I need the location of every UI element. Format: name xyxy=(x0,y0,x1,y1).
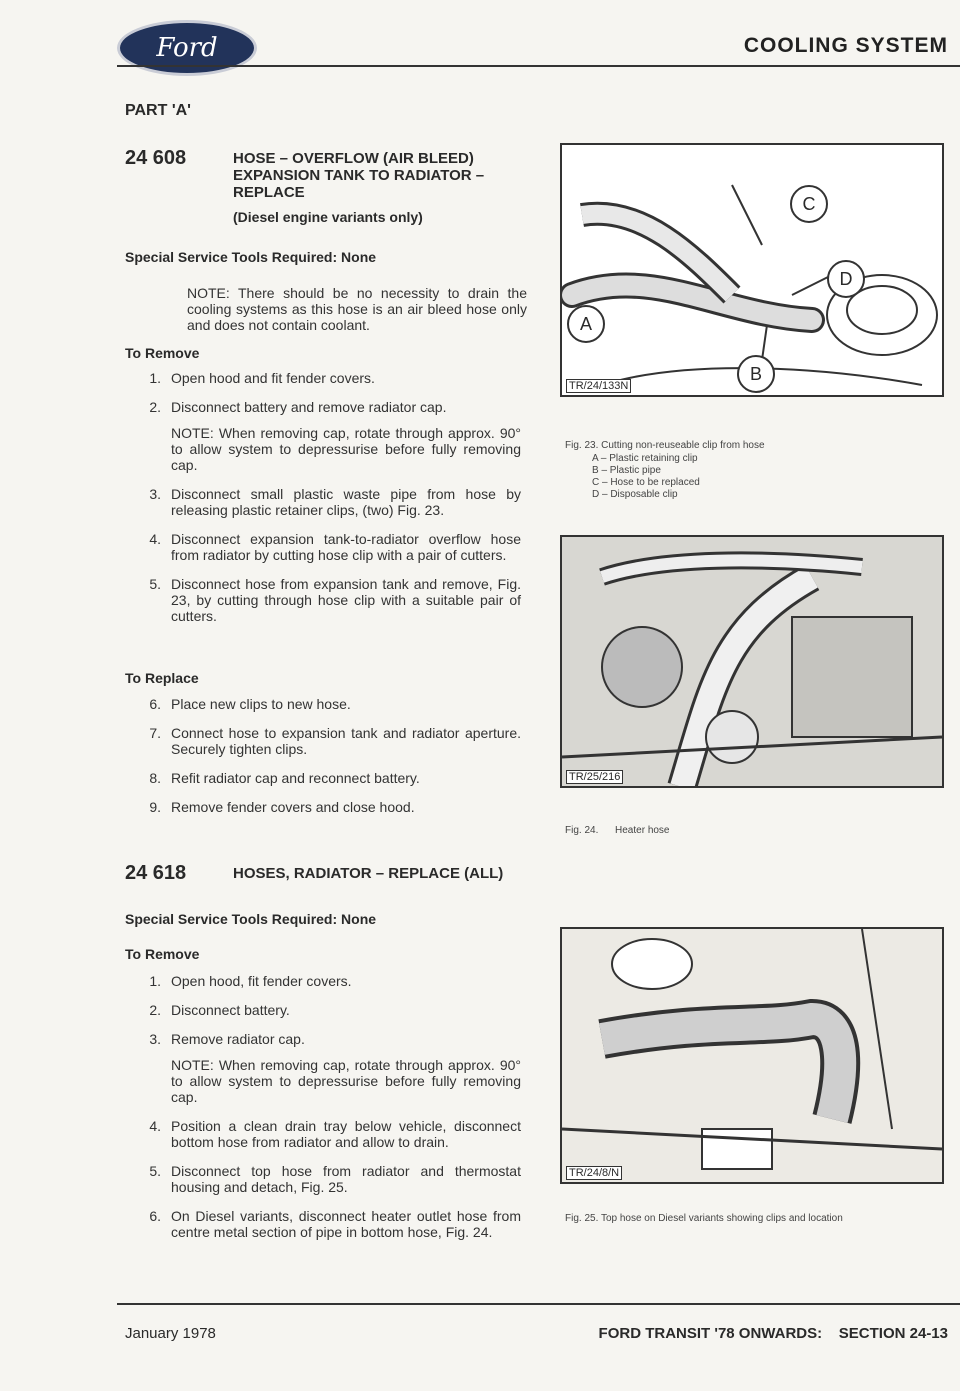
section2-tools: Special Service Tools Required: None xyxy=(125,911,377,927)
section1-replace-heading: To Replace xyxy=(125,670,199,686)
header-rule xyxy=(117,65,960,67)
step: 8. Refit radiator cap and reconnect battery. xyxy=(149,770,420,786)
section1-subtitle: (Diesel engine variants only) xyxy=(233,209,423,225)
section2-number: 24 618 xyxy=(125,862,187,884)
step: 5. Disconnect top hose from radiator and thermostat housing and detach, Fig. 25. xyxy=(149,1163,521,1195)
step: 1. Open hood and fit fender covers. xyxy=(149,370,375,386)
section1-replace-steps xyxy=(135,696,521,828)
section1-title: HOSE – OVERFLOW (AIR BLEED) EXPANSION TANK TO RADIATOR – REPLACE xyxy=(233,150,485,201)
top-hose-illustration xyxy=(562,929,942,1182)
step: 9. Remove fender covers and close hood. xyxy=(149,799,415,815)
figure-23-ref: TR/24/133N xyxy=(566,379,631,393)
figure-23-legend: A – Plastic retaining clip B – Plastic pipe C – Hose to be replaced D – Disposable clip xyxy=(592,453,700,500)
section1-tools: Special Service Tools Required: None xyxy=(125,249,377,265)
section1-note: NOTE: There should be no necessity to drain the cooling systems as this hose is an air bleed hose only and does not contain coolant. xyxy=(187,285,527,333)
callout-d: D xyxy=(827,260,865,298)
step: 2. Disconnect battery. xyxy=(149,1002,290,1018)
section2-steps xyxy=(135,973,521,1253)
ford-logo: Ford xyxy=(117,20,257,76)
step: 5. Disconnect hose from expansion tank and remove, Fig. 23, by cutting through hose clip with a suitable pair of cutters. xyxy=(149,576,521,624)
callout-b: B xyxy=(737,355,775,393)
figure-23-caption: Fig. 23. Cutting non-reuseable clip from hose xyxy=(565,440,765,451)
step: 4. Position a clean drain tray below vehicle, disconnect bottom hose from radiator and allow to drain. xyxy=(149,1118,521,1150)
step: 1. Open hood, fit fender covers. xyxy=(149,973,352,989)
section1-remove-heading: To Remove xyxy=(125,345,200,361)
figure-25 xyxy=(560,927,944,1184)
footer-rule xyxy=(117,1303,960,1305)
step: 6. On Diesel variants, disconnect heater outlet hose from centre metal section of pipe in bottom hose, Fig. 24. xyxy=(149,1208,521,1240)
step: 3. Disconnect small plastic waste pipe from hose by releasing plastic retainer clips, (two) Fig. 23. xyxy=(149,486,521,518)
callout-c: C xyxy=(790,185,828,223)
part-label: PART 'A' xyxy=(125,102,191,119)
figure-24 xyxy=(560,535,944,788)
step: 2. Disconnect battery and remove radiator cap. NOTE: When removing cap, rotate through approx. 90° to allow system to depressurise before fully removing cap. xyxy=(149,399,521,473)
step: 4. Disconnect expansion tank-to-radiator overflow hose from radiator by cutting hose clip with a pair of cutters. xyxy=(149,531,521,563)
figure-24-ref: TR/25/216 xyxy=(566,770,623,784)
footer-title: FORD TRANSIT '78 ONWARDS: SECTION 24-13 xyxy=(598,1325,948,1342)
section2-title: HOSES, RADIATOR – REPLACE (ALL) xyxy=(233,865,504,882)
figure-25-caption: Fig. 25. Top hose on Diesel variants showing clips and location xyxy=(565,1213,843,1224)
figure-25-ref: TR/24/8/N xyxy=(566,1166,622,1180)
section1-remove-steps xyxy=(135,370,521,637)
figure-24-caption: Fig. 24. Heater hose xyxy=(565,825,670,836)
callout-a: A xyxy=(567,305,605,343)
step: 7. Connect hose to expansion tank and radiator aperture. Securely tighten clips. xyxy=(149,725,521,757)
footer-date: January 1978 xyxy=(125,1325,216,1342)
step: 6. Place new clips to new hose. xyxy=(149,696,351,712)
heater-hose-illustration xyxy=(562,537,942,786)
page-header-title: COOLING SYSTEM xyxy=(743,34,948,57)
section2-remove-heading: To Remove xyxy=(125,946,200,962)
figure-23 xyxy=(560,143,944,397)
step: 3. Remove radiator cap. NOTE: When removing cap, rotate through approx. 90° to allow system to depressurise before fully removing cap. xyxy=(149,1031,521,1105)
section1-number: 24 608 xyxy=(125,147,187,169)
